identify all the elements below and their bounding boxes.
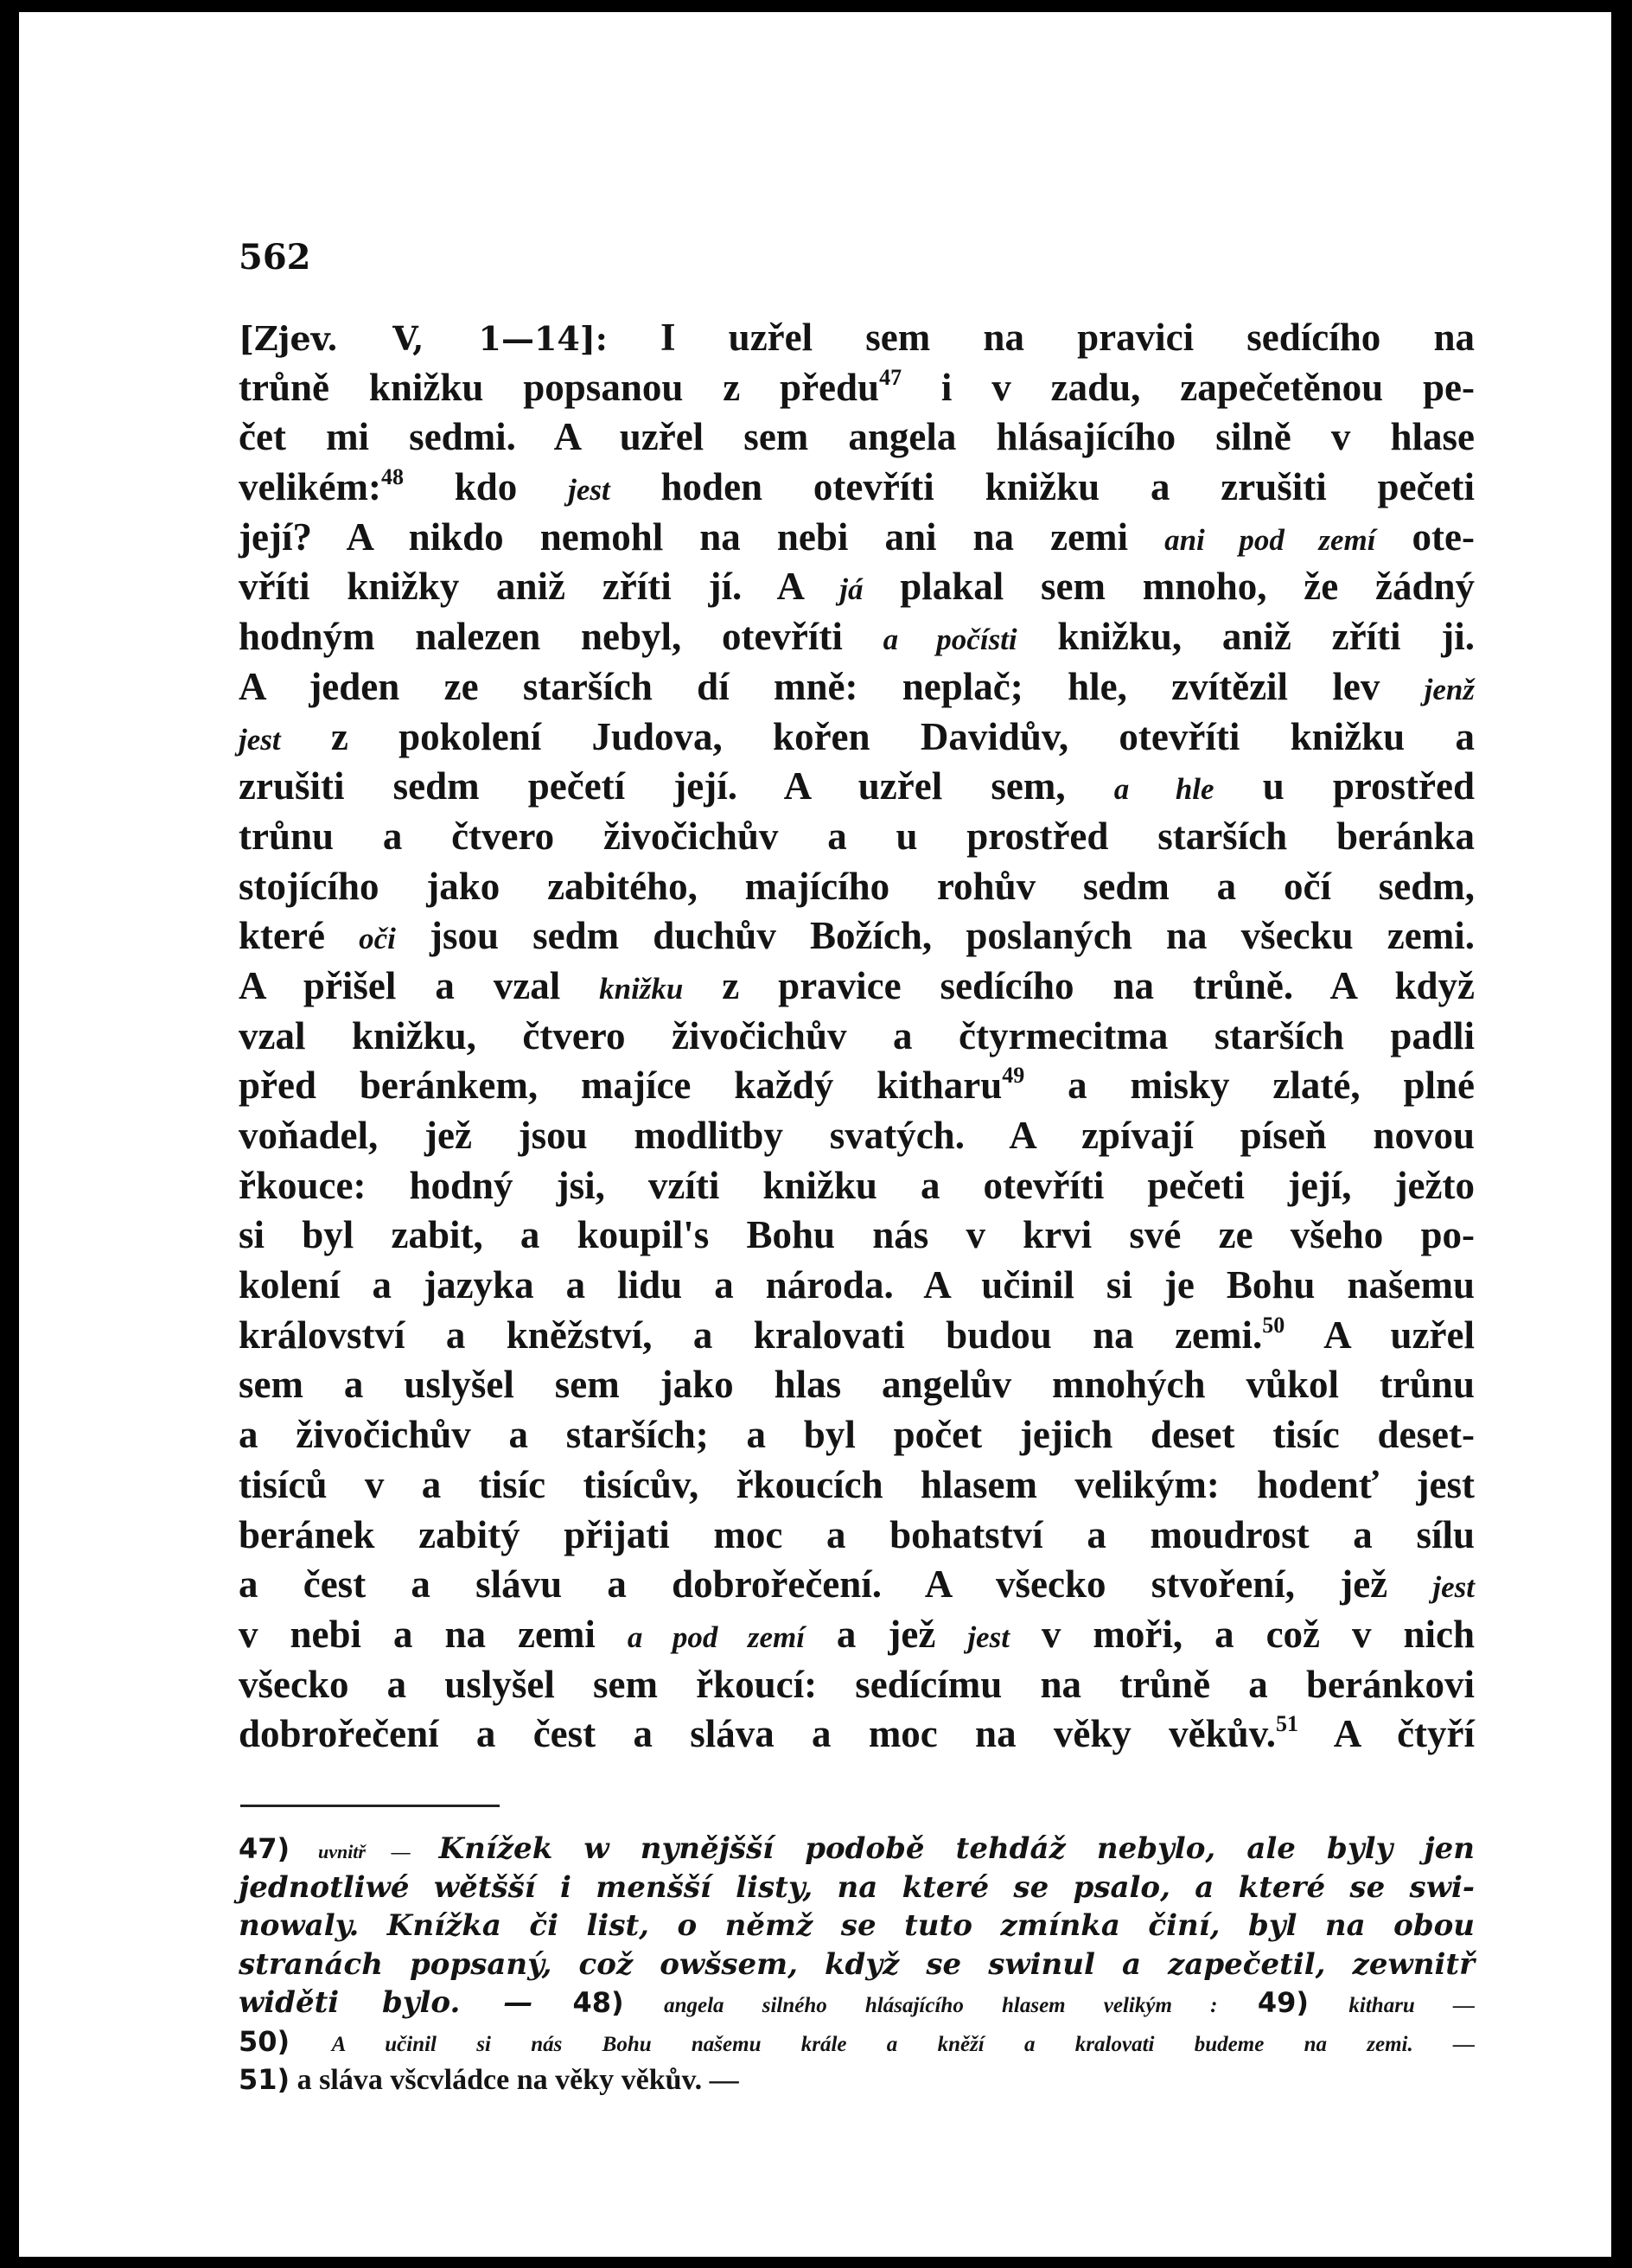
footnote-divider xyxy=(240,1805,500,1807)
text-line: řkouce: hodný jsi, vzíti knižku a otevříti pečeti její, ježto xyxy=(239,1163,1475,1207)
footnote-line: nowaly. Knížka či list, o němž se tuto zmínka činí, byl na obou xyxy=(239,1908,1475,1943)
text-line: kolení a jazyka a lidu a národa. A učinil si je Bohu našemu xyxy=(239,1263,1475,1307)
footnote-marker: 48 xyxy=(380,464,404,490)
footnote-line: 50) A učinil si nás Bohu našemu krále a kněží a kralovati budeme na zemi. — xyxy=(239,2024,1475,2058)
footnote-marker: 51 xyxy=(1275,1711,1298,1737)
text-line: beránek zabitý přijati moc a bohatství a moudrost a sílu xyxy=(239,1512,1475,1556)
footnote-line: 47) uvnitř — Knížek w nynějšší podobě tehdáž nebylo, ale byly jen xyxy=(239,1831,1476,1866)
footnote-marker: 49 xyxy=(1002,1063,1025,1089)
footnotes xyxy=(239,1830,1475,2099)
text-line: v nebi a na zemi a pod zemí a jež jest v moři, a což v nich xyxy=(239,1612,1475,1656)
footnote-line: 51) a sláva všcvládce na věky věkův. — xyxy=(239,2063,739,2096)
text-line: A jeden ze starších dí mně: neplač; hle, zvítězil lev jenž xyxy=(239,664,1475,708)
book-page xyxy=(19,12,1611,2257)
footnote-line: stranách popsaný, což owšsem, když se swinul a zapečetil, zewnitř xyxy=(239,1946,1475,1982)
text-line: sem a uslyšel sem jako hlas angelův mnohých vůkol trůnu xyxy=(239,1363,1475,1407)
text-line: [Zjev. V, 1—14]: I uzřel sem na pravici sedícího na xyxy=(239,316,1475,359)
text-line: hodným nalezen nebyl, otevříti a počísti knižku, aniž zříti ji. xyxy=(239,615,1475,659)
text-line: dobrořečení a čest a sláva a moc na věky věkův.$^{51}$ A čtyří xyxy=(239,1711,1476,1756)
text-line: tisíců v a tisíc tisícův, řkoucích hlasem velikým: hodenť jest xyxy=(239,1462,1475,1506)
footnote-marker: 47 xyxy=(879,364,902,390)
text-line: všecko a uslyšel sem řkoucí: sedícímu na trůně a beránkovi xyxy=(239,1662,1475,1706)
text-line: velikém:$^{48}$ kdo jest hoden otevříti knižku a zrušiti pečeti xyxy=(239,464,1475,509)
text-line: které oči jsou sedm duchův Božích, poslaných na všecku zemi. xyxy=(239,914,1475,958)
verse-reference: [Zjev. V, 1—14]: xyxy=(239,319,608,358)
footnote-line: widěti bylo. — 48) angela silného hlásajícího hlasem velikým : 49) kitharu — xyxy=(239,1985,1476,2020)
text-line: a živočichův a starších; a byl počet jejich deset tisíc deset- xyxy=(239,1413,1475,1457)
text-line: voňadel, jež jsou modlitby svatých. A zpívají píseň novou xyxy=(239,1114,1475,1157)
main-text xyxy=(239,313,1475,1760)
text-line: vříti knižky aniž zříti jí. A já plakal sem mnoho, že žádný xyxy=(239,565,1476,609)
text-line: A přišel a vzal knižku z pravice sedícího na trůně. A když xyxy=(239,963,1475,1007)
footnote-line: jednotliwé wětšší i menšší listy, na které se psalo, a které se swi- xyxy=(239,1869,1475,1905)
text-line: zrušiti sedm pečetí její. A uzřel sem, a hle u prostřed xyxy=(239,764,1476,808)
text-line: si byl zabit, a koupil's Bohu nás v krvi své ze všeho po- xyxy=(239,1213,1475,1257)
text-line: před beránkem, majíce každý kitharu$^{49}$ a misky zlaté, plné xyxy=(239,1063,1475,1108)
text-line: čet mi sedmi. A uzřel sem angela hlásajícího silně v hlase xyxy=(239,415,1475,459)
page-number: 562 xyxy=(239,237,311,278)
text-line: její? A nikdo nemohl na nebi ani na zemi ani pod zemí ote- xyxy=(239,514,1475,559)
text-line: jest z pokolení Judova, kořen Davidův, otevříti knižku a xyxy=(239,714,1475,758)
text-line: trůnu a čtvero živočichův a u prostřed starších beránka xyxy=(239,814,1475,858)
text-line: království a kněžství, a kralovati budou na zemi.$^{50}$ A uzřel xyxy=(239,1312,1475,1357)
footnote-marker: 50 xyxy=(1262,1312,1285,1338)
text-line: vzal knižku, čtvero živočichův a čtyrmecitma starších padli xyxy=(239,1013,1475,1057)
text-line: trůně knižku popsanou z předu$^{47}$ i v zadu, zapečetěnou pe- xyxy=(239,364,1475,409)
text-line: stojícího jako zabitého, majícího rohův sedm a očí sedm, xyxy=(239,864,1475,908)
text-line: a čest a slávu a dobrořečení. A všecko stvoření, jež jest xyxy=(239,1562,1475,1607)
